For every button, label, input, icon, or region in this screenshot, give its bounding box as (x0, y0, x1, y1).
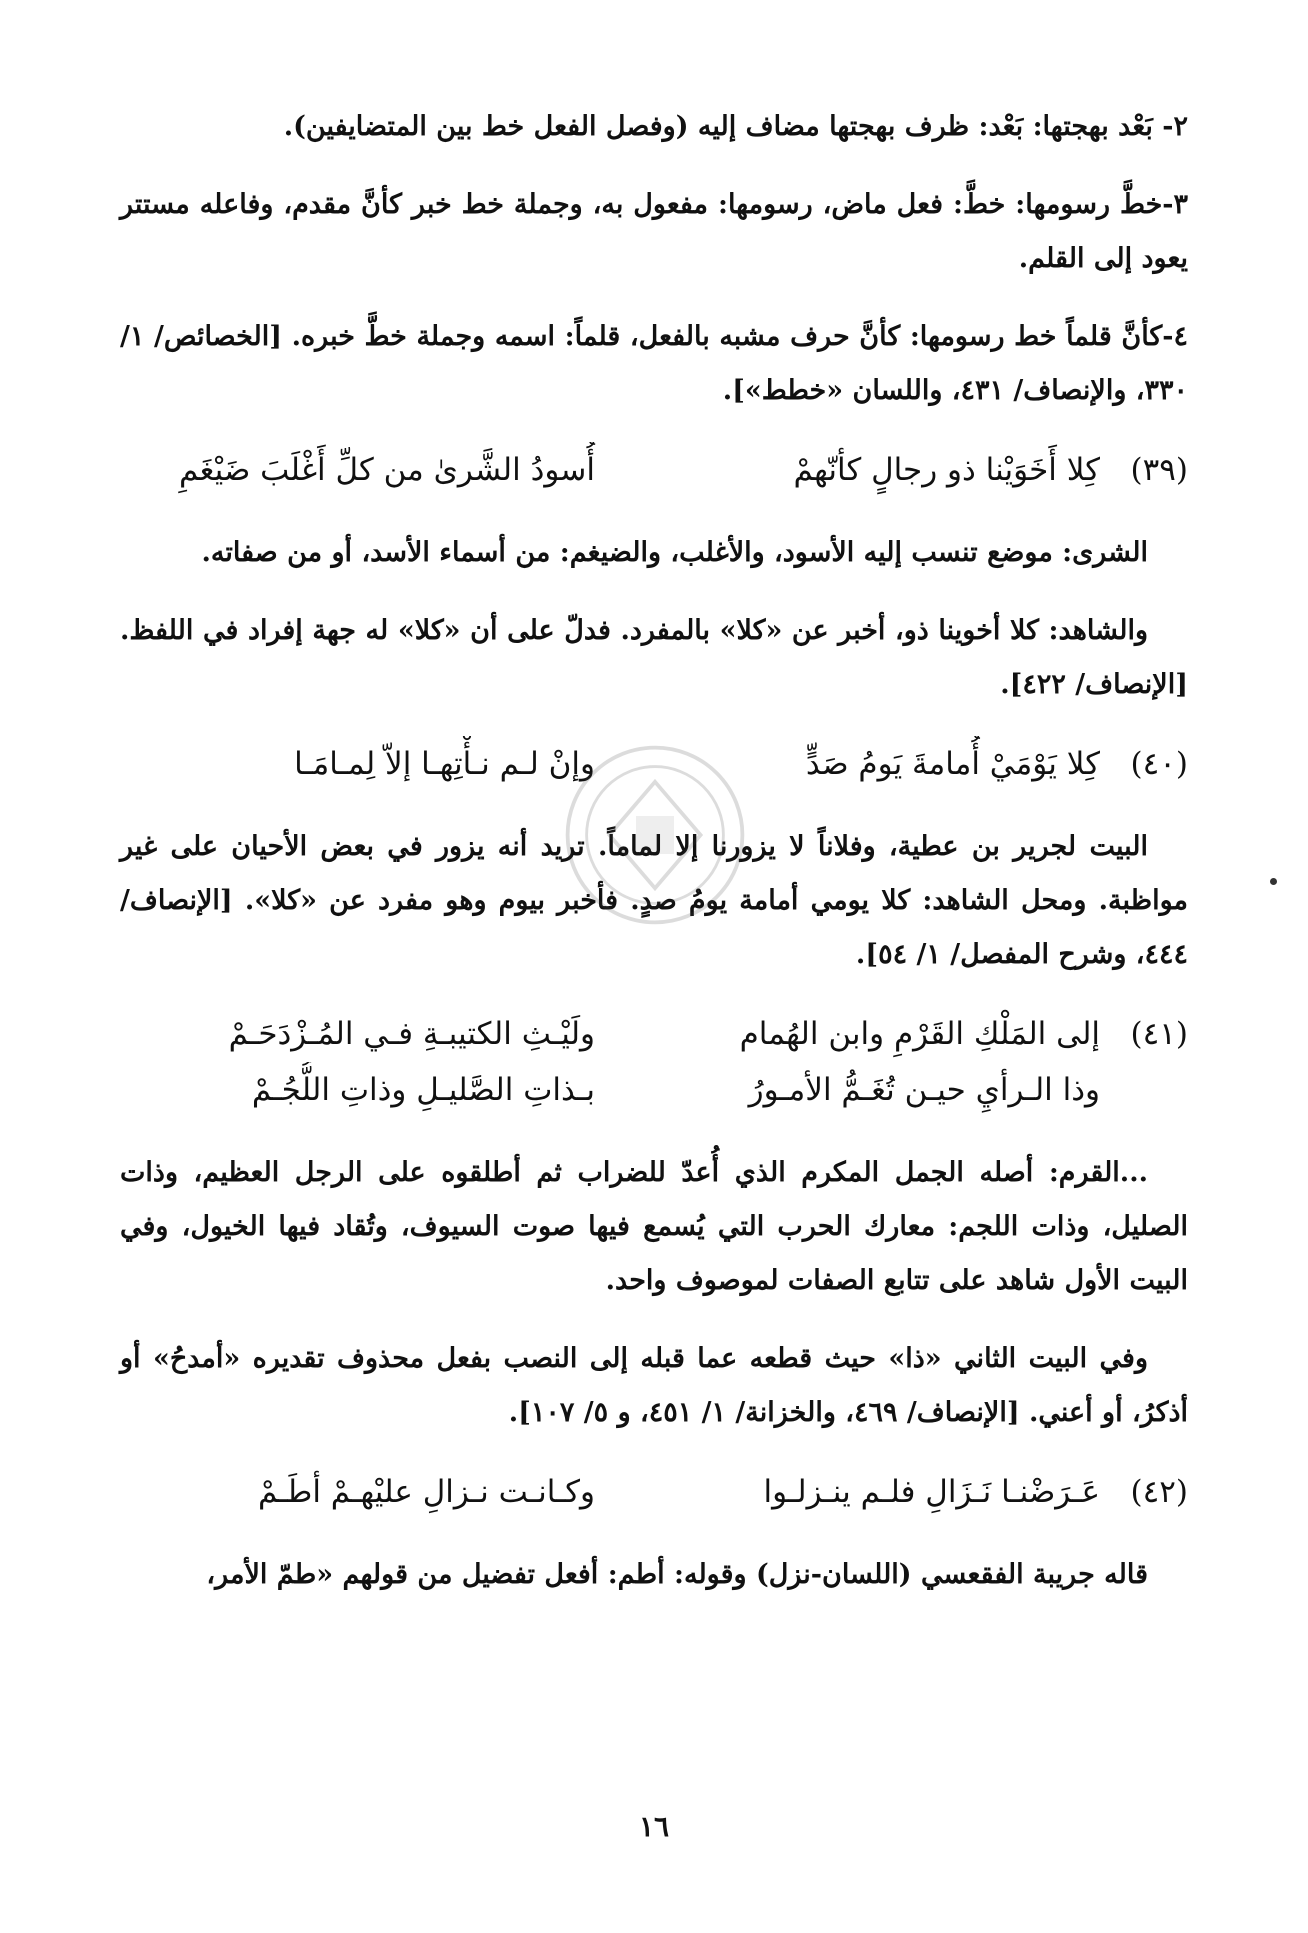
paragraph: وفي البيت الثاني «ذا» حيث قطعه عما قبله إلى النصب بفعل محذوف تقديره «أمدحُ» أو أذكرُ، أو أعني. [الإنصاف/ ٤٦٩، والخزانة/ ١/ ٤٥١، و ٥/ ١٠٧]. (120, 1343, 1188, 1428)
poem-first-hemistich: عَـرَضْنـا نَـزَالِ فلـم ينـزلـوا (763, 1474, 1100, 1510)
poem-second-hemistich: أُسودُ الشَّرىٰ من كلِّ أَغْلَبَ ضَيْغَمِ (179, 452, 595, 488)
poem-first-hemistich: كِلا أَخَوَيْنا ذو رجالٍ كأنّهمْ (793, 452, 1100, 488)
paragraph: والشاهد: كلا أخوينا ذو، أخبر عن «كلا» بالمفرد. فدلّ على أن «كلا» له جهة إفراد في اللفظ. [الإنصاف/ ٤٢٢]. (120, 615, 1188, 700)
poem-first-hemistich: إلى المَلْكِ القَرْمِ وابن الهُمام (739, 1016, 1100, 1052)
paragraph: البيت لجرير بن عطية، وفلاناً لا يزورنا إلا لماماً. تريد أنه يزور في بعض الأحيان على غير مواظبة. ومحل الشاهد: كلا يومي أمامة يومُ صدٍ. فأخبر بيوم وهو مفرد عن «كلا». [الإنصاف/ ٤٤٤، وشرح المفصل/ ١/ ٥٤]. (120, 831, 1188, 970)
poem-line (120, 1006, 1188, 1062)
scan-speck (1270, 878, 1277, 885)
poem-second-hemistich: وكـانـت نـزالِ عليْهـمْ أطَـمْ (257, 1474, 595, 1510)
poem-second-hemistich: ولَيْـثِ الكتيبـةِ فـي المُـزْدَحَـمْ (228, 1016, 595, 1052)
page-number: ١٦ (638, 1810, 670, 1843)
paragraph: ...القرم: أصله الجمل المكرم الذي أُعدّ للضراب ثم أطلقوه على الرجل العظيم، وذات الصليل، وذات اللجم: معارك الحرب التي يُسمع فيها صوت السيوف، وتُقاد فيها الخيول، وفي البيت الأول شاهد على تتابع الصفات لموصوف واحد. (120, 1157, 1188, 1296)
poem-number: (٣٩) (1130, 452, 1188, 488)
paragraph: ٣-خطَّ رسومها: خطَّ: فعل ماض، رسومها: مفعول به، وجملة خط خبر كأنَّ مقدم، وفاعله مستتر يعود إلى القلم. (120, 189, 1188, 274)
paragraph: ٢- بَعْد بهجتها: بَعْد: ظرف بهجتها مضاف إليه (وفصل الفعل خط بين المتضايفين). (283, 111, 1188, 142)
poem-first-hemistich: وذا الـرأيِ حيـن تُغَـمُّ الأمـورُ (748, 1072, 1100, 1108)
poem-line (120, 1464, 1188, 1520)
poem-first-hemistich: كِلا يَوْمَيْ أُمامةَ يَومُ صَدٍّ (805, 746, 1100, 782)
paragraph: ٤-كأنَّ قلماً خط رسومها: كأنَّ حرف مشبه بالفعل، قلماً: اسمه وجملة خطَّ خبره. [الخصائص/ ١/ ٣٣٠، والإنصاف/ ٤٣١، واللسان «خطط»]. (120, 321, 1188, 406)
poem-line (120, 442, 1188, 498)
paragraph: قاله جريبة الفقعسي (اللسان-نزل) وقوله: أطم: أفعل تفضيل من قولهم «طمّ الأمر، (206, 1559, 1148, 1590)
poem-second-hemistich: وإنْ لـم نـأْتِهـا إلاّ لِمـامَـا (294, 746, 595, 782)
paragraph: الشرى: موضع تنسب إليه الأسود، والأغلب، والضيغم: من أسماء الأسد، أو من صفاته. (201, 537, 1148, 568)
poem-line (120, 1062, 1188, 1118)
poem-number: (٤١) (1130, 1016, 1188, 1052)
poem-number: (٤٢) (1130, 1474, 1188, 1510)
poem-42 (120, 1464, 1188, 1520)
poem-41 (120, 1006, 1188, 1118)
poem-second-hemistich: بـذاتِ الصَّليـلِ وذاتِ اللُّجُـمْ (251, 1072, 595, 1108)
poem-number: (٤٠) (1130, 746, 1188, 782)
poem-39 (120, 442, 1188, 498)
watermark-emblem-icon (560, 740, 750, 930)
